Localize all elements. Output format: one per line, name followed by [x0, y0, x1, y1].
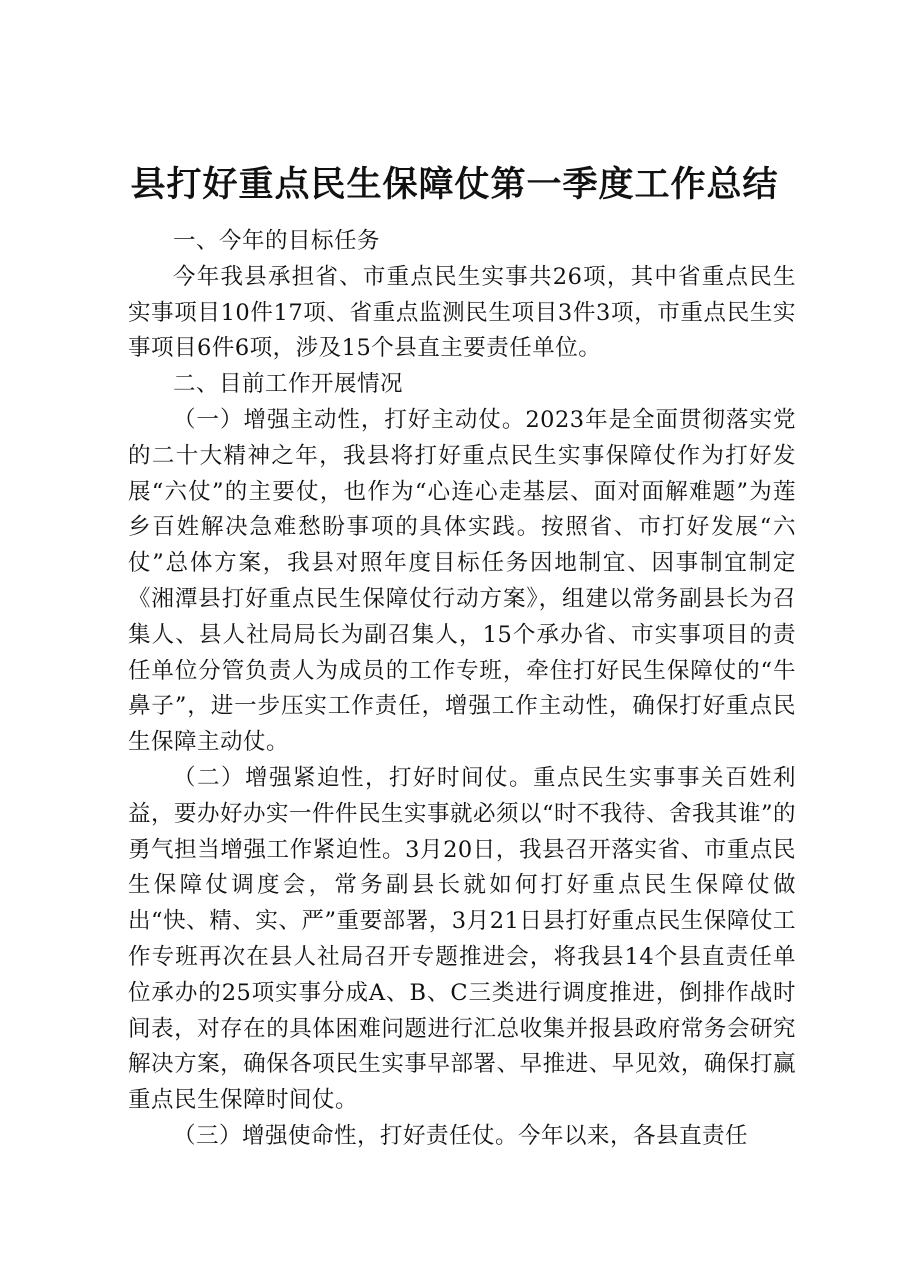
section-heading-targets: 一、今年的目标任务 [173, 228, 381, 254]
paragraph-urgency: （二）增强紧迫性，打好时间仗。重点民生实事事关百姓利益，要办好办实一件件民生实事就必须以“时不我待、舍我其谁”的勇气担当增强工作紧迫性。3月20日，我县召开落实省、市重点民生保障仗调度会，常务副县长就如何打好重点民生保障仗做出“快、精、实、严”重要部署，3月21日县打好重点民生保障仗工作专班再次在县人社局召开专题推进会，将我县14个县直责任单位承办的25项实事分成A、B、C三类进行调度推进，倒排作战时间表，对存在的具体困难问题进行汇总收集并报县政府常务会研究解决方案，确保各项民生实事早部署、早推进、早见效，确保打赢重点民生保障时间仗。 [128, 764, 797, 1114]
paragraph-responsibility: （三）增强使命性，打好责任仗。今年以来，各县直责任 [173, 1122, 749, 1149]
paragraph-targets: 今年我县承担省、市重点民生实事共26项，其中省重点民生实事项目10件17项、省重点监测民生项目3件3项，市重点民生实事项目6件6项，涉及15个县直主要责任单位。 [128, 263, 796, 362]
document-body [128, 224, 796, 1155]
paragraph-initiative: （一）增强主动性，打好主动仗。2023年是全面贯彻落实党的二十大精神之年，我县将打好重点民生实事保障仗作为打好发展“六仗”的主要仗，也作为“心连心走基层、面对面解难题”为莲乡百姓解决急难愁盼事项的具体实践。按照省、市打好发展“六仗”总体方案，我县对照年度目标任务因地制宜、因事制宜制定《湘潭县打好重点民生保障仗行动方案》，组建以常务副县长为召集人、县人社局局长为副召集人，15个承办省、市实事项目的责任单位分管负责人为成员的工作专班，牵住打好民生保障仗的“牛鼻子”，进一步压实工作责任，增强工作主动性，确保打好重点民生保障主动仗。 [128, 406, 796, 756]
section-heading-progress: 二、目前工作开展情况 [173, 371, 404, 398]
document-title: 县打好重点民生保障仗第一季度工作总结 [130, 164, 779, 205]
